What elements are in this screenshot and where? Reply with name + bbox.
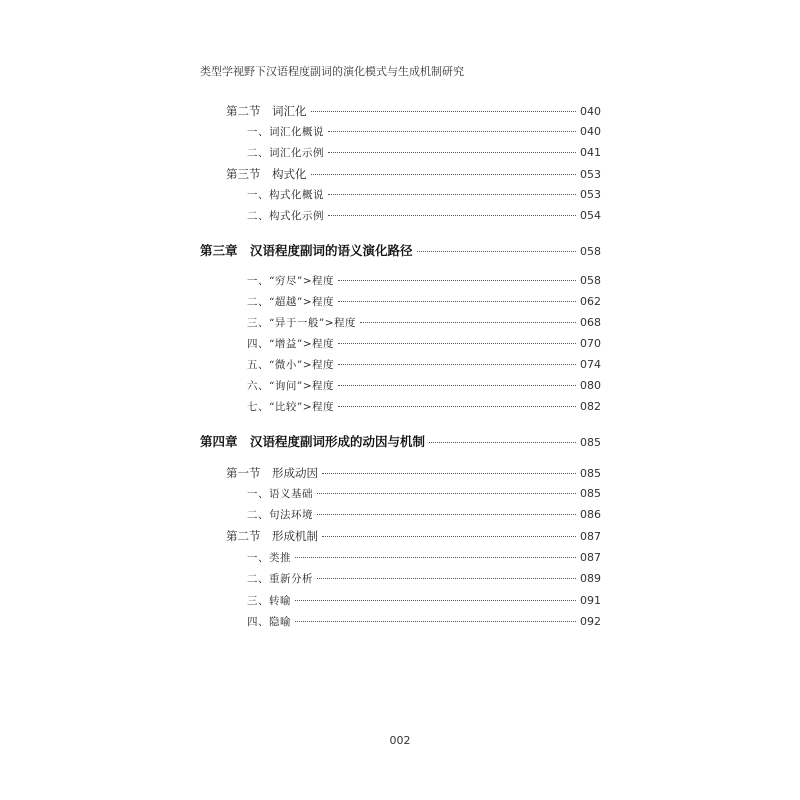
toc-entry[interactable] — [247, 187, 600, 203]
dot-leader — [338, 364, 576, 365]
toc-entry-label: 第二节 形成机制 — [226, 529, 318, 543]
toc-entry-label: 二、“超越”>程度 — [247, 296, 335, 308]
dot-leader — [311, 174, 577, 175]
toc-entry-page: 092 — [580, 615, 601, 628]
toc-entry[interactable] — [247, 357, 600, 373]
toc-entry-page: 087 — [580, 530, 601, 543]
toc-entry[interactable] — [247, 507, 600, 523]
toc-entry[interactable] — [247, 273, 600, 289]
toc-entry-page: 040 — [580, 105, 601, 118]
toc-chapter-entry[interactable] — [200, 241, 600, 257]
toc-entry-page: 086 — [580, 508, 601, 521]
dot-leader — [328, 131, 576, 132]
dot-leader — [338, 343, 576, 344]
toc-entry-page: 053 — [580, 188, 601, 201]
dot-leader — [338, 301, 576, 302]
toc-entry-label: 一、“穷尽”>程度 — [247, 275, 335, 287]
toc-entry-label: 第三章 汉语程度副词的语义演化路径 — [200, 243, 413, 258]
toc-entry-label: 三、转喻 — [247, 595, 291, 607]
toc-entry[interactable] — [247, 399, 600, 415]
toc-entry[interactable] — [247, 614, 600, 630]
toc-entry-label: 五、“微小”>程度 — [247, 359, 335, 371]
toc-entry-label: 六、“询问”>程度 — [247, 380, 335, 392]
dot-leader — [338, 406, 576, 407]
toc-entry-page: 074 — [580, 358, 601, 371]
toc-entry-label: 二、构式化示例 — [247, 210, 324, 222]
toc-entry-label: 二、重新分析 — [247, 573, 313, 585]
toc-entry[interactable] — [247, 315, 600, 331]
toc-entry-page: 058 — [580, 274, 601, 287]
toc-entry[interactable] — [247, 294, 600, 310]
dot-leader — [429, 442, 576, 443]
toc-entry[interactable] — [247, 336, 600, 352]
dot-leader — [295, 600, 576, 601]
toc-entry-label: 第三节 构式化 — [226, 167, 307, 181]
dot-leader — [417, 251, 576, 252]
toc-entry-page: 091 — [580, 594, 601, 607]
toc-entry-label: 一、构式化概说 — [247, 189, 324, 201]
page-number: 002 — [389, 734, 411, 747]
dot-leader — [360, 322, 576, 323]
toc-chapter-entry[interactable] — [200, 432, 600, 448]
toc-entry[interactable] — [247, 145, 600, 161]
toc-entry[interactable] — [226, 166, 600, 182]
dot-leader — [328, 215, 576, 216]
toc-entry-page: 085 — [580, 467, 601, 480]
toc-entry-page: 062 — [580, 295, 601, 308]
dot-leader — [295, 621, 576, 622]
toc-entry-label: 第一节 形成动因 — [226, 466, 318, 480]
toc-entry-label: 四、隐喻 — [247, 616, 291, 628]
toc-entry-label: 三、“异于一般”>程度 — [247, 317, 357, 329]
dot-leader — [322, 473, 576, 474]
toc-entry-page: 058 — [580, 245, 601, 258]
toc-entry-page: 041 — [580, 146, 601, 159]
dot-leader — [328, 194, 576, 195]
toc-entry[interactable] — [247, 208, 600, 224]
toc-entry[interactable] — [247, 124, 600, 140]
toc-entry-page: 070 — [580, 337, 601, 350]
toc-entry-label: 七、“比较”>程度 — [247, 401, 335, 413]
dot-leader — [317, 578, 576, 579]
toc-entry-label: 一、语义基础 — [247, 488, 313, 500]
dot-leader — [317, 493, 576, 494]
toc-entry[interactable] — [247, 378, 600, 394]
toc-entry-label: 第四章 汉语程度副词形成的动因与机制 — [200, 434, 426, 449]
toc-entry-label: 一、词汇化概说 — [247, 126, 324, 138]
toc-entry-page: 087 — [580, 551, 601, 564]
toc-entry-label: 一、类推 — [247, 552, 291, 564]
dot-leader — [322, 536, 576, 537]
dot-leader — [328, 152, 576, 153]
dot-leader — [317, 514, 576, 515]
toc-entry-page: 080 — [580, 379, 601, 392]
toc-entry-page: 089 — [580, 572, 601, 585]
toc-entry-label: 二、句法环境 — [247, 509, 313, 521]
dot-leader — [311, 111, 577, 112]
dot-leader — [295, 557, 576, 558]
toc-entry[interactable] — [226, 528, 600, 544]
toc-entry-page: 054 — [580, 209, 601, 222]
toc-entry-label: 第二节 词汇化 — [226, 104, 307, 118]
running-head: 类型学视野下汉语程度副词的演化模式与生成机制研究 — [200, 65, 464, 78]
dot-leader — [338, 280, 576, 281]
toc-entry[interactable] — [226, 103, 600, 119]
toc-entry[interactable] — [226, 465, 600, 481]
toc-entry-page: 082 — [580, 400, 601, 413]
toc-entry-page: 068 — [580, 316, 601, 329]
toc-entry-label: 二、词汇化示例 — [247, 147, 324, 159]
toc-entry[interactable] — [247, 593, 600, 609]
toc-entry-page: 040 — [580, 125, 601, 138]
dot-leader — [338, 385, 576, 386]
toc-entry-page: 085 — [580, 436, 601, 449]
toc-entry[interactable] — [247, 571, 600, 587]
toc-entry-page: 053 — [580, 168, 601, 181]
toc-entry[interactable] — [247, 486, 600, 502]
toc-entry-label: 四、“增益”>程度 — [247, 338, 335, 350]
toc-entry-page: 085 — [580, 487, 601, 500]
toc-entry[interactable] — [247, 550, 600, 566]
